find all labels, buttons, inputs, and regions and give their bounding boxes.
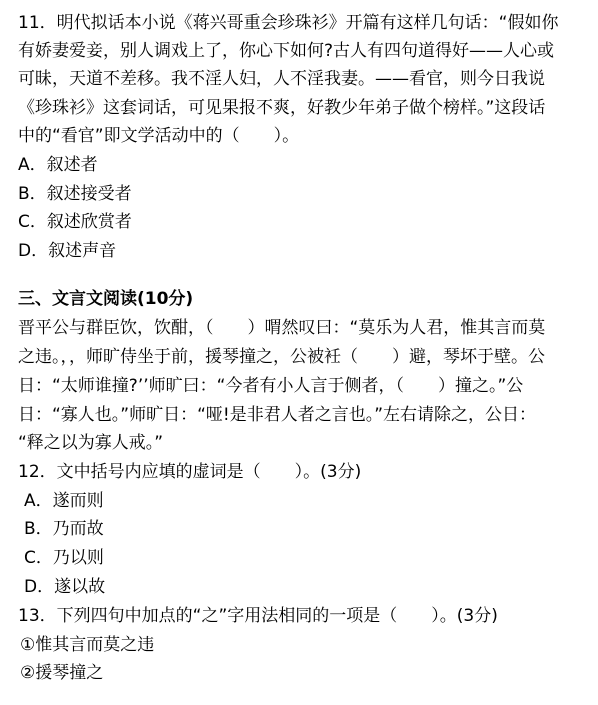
passage-line-3: 日：“太师谁撞?’’师旷曰：“今者有小人言于侧者，（ ）撞之。”公 bbox=[18, 376, 524, 396]
passage-line-5: “释之以为寡人戒。” bbox=[18, 433, 164, 453]
q11-stem-line-1: 11．明代拟话本小说《蒋兴哥重会珍珠衫》开篇有这样几句话：“假如你 bbox=[18, 13, 559, 33]
q11-option-b: B．叙述接受者 bbox=[18, 184, 132, 204]
q12-option-b: B．乃而故 bbox=[24, 519, 104, 539]
q11-stem-line-3: 可昧，天道不差移。我不淫人妇，人不淫我妻。——看官，则今日我说 bbox=[18, 69, 545, 89]
q13-item-2: ②援琴撞之 bbox=[20, 663, 104, 683]
q11-stem-line-4: 《珍珠衫》这套词话，可见果报不爽，好教少年弟子做个榜样。”这段话 bbox=[18, 98, 546, 118]
q12-option-a: A．遂而则 bbox=[24, 491, 104, 511]
q12-stem: 12．文中括号内应填的虚词是（ ）。(3分) bbox=[18, 462, 362, 482]
q11-option-d: D．叙述声音 bbox=[18, 241, 117, 261]
passage-line-2: 之违。，，师旷侍坐于前，援琴撞之，公被衽（ ）避，琴坏于壁。公 bbox=[18, 347, 545, 367]
q12-option-d: D．遂以故 bbox=[24, 577, 106, 597]
q11-option-a: A．叙述者 bbox=[18, 155, 98, 175]
q13-stem: 13．下列四句中加点的“之”字用法相同的一项是（ ）。(3分) bbox=[18, 606, 498, 626]
section-3-heading: 三、文言文阅读(10分) bbox=[18, 289, 194, 309]
passage-line-1: 晋平公与群臣饮，饮酣，（ ）喟然叹曰：“莫乐为人君，惟其言而莫 bbox=[18, 318, 546, 338]
q11-stem-line-5: 中的“看官”即文学活动中的（ ）。 bbox=[18, 126, 300, 146]
q11-stem-line-2: 有娇妻爱妾，别人调戏上了，你心下如何?古人有四句道得好——人心或 bbox=[18, 41, 555, 61]
passage-line-4: 日：“寡人也。”师旷日：“哑!是非君人者之言也。”左右请除之，公日： bbox=[18, 405, 537, 425]
q11-option-c: C．叙述欣赏者 bbox=[18, 212, 132, 232]
q12-option-c: C．乃以则 bbox=[24, 548, 104, 568]
q13-item-1: ①惟其言而莫之违 bbox=[20, 635, 155, 655]
